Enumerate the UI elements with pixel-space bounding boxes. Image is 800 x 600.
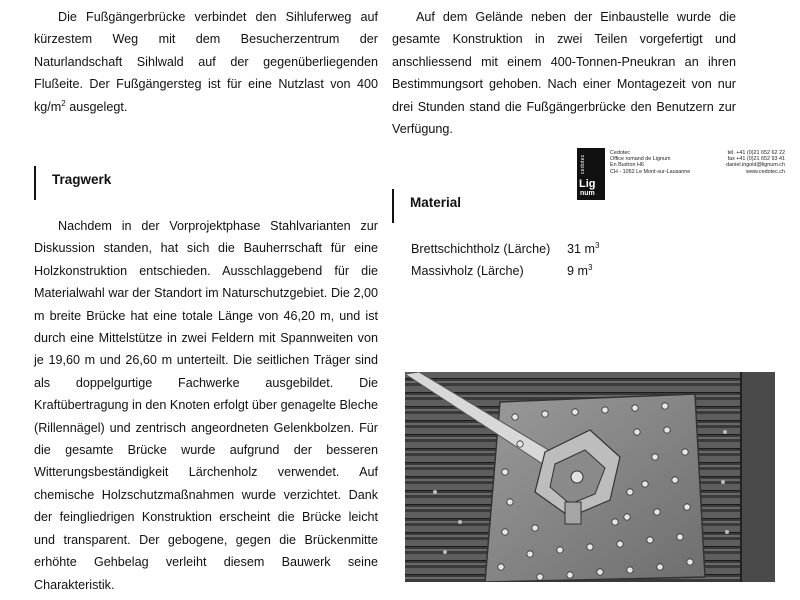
intro-paragraph-end: ausgelegt. — [65, 99, 128, 114]
material-amount: 9 $m^3$ — [567, 263, 593, 279]
material-row — [411, 260, 631, 282]
heading-bar — [392, 189, 394, 223]
intro-superscript: 2 — [61, 98, 66, 108]
tragwerk-text — [34, 215, 378, 596]
sender-contact — [713, 150, 785, 175]
address-line: Office romand de Lignum — [610, 156, 671, 163]
tragwerk-paragraph: Nachdem in der Vorprojektphase Stahlvarianten zur Diskussion standen, hat sich die Bauherrschaft für eine Holzkonstruktion entschieden. Ausschlaggebend für die Materialwahl war der Standort im Naturschutzgebiet. Die 2,00 m breite Brücke hat eine totale Länge von 46,20 m, und ist durch eine Mittelstütze in zwei Feldern mit Spannweiten von je 19,60 m und 26,60 m unterteilt. Die seitlichen Träger sind als doppelgurtige Fachwerke ausgebildet. Die Kraftübertragung in den Knoten erfolgt über genagelte Bleche (Rillennägel) und zentrisch angeordneten Gelenkbolzen. Für die gesamte Brücke wurde aufgrund der besseren Witterungsbeständigkeit Lärchenholz verwendet. Auf chemische Holzschutzmaßnahmen wurde verzichtet. Dank der feingliedrigen Konstruktion erscheint die Brücke leicht und transparent. Der gebogene, gegen die Brückenmitte erhöhte Gehbelag verleiht diesem Bauwerk seine Charakteristik. — [34, 219, 378, 592]
logo-num-text: num — [580, 190, 595, 197]
contact-line: tél. +41 (0)21 652 62 22 — [727, 150, 785, 156]
address-line: En Budron H6 — [610, 162, 644, 169]
material-name: Brettschichtholz (Lärche) — [411, 242, 551, 256]
material-amount: 31 $m^3$ — [567, 241, 600, 256]
connector-photo — [405, 372, 775, 582]
connector-photo-svg — [405, 372, 775, 582]
contact-line: daniel.ingold@lignum.ch — [726, 162, 785, 169]
contact-line: www.cedotec.ch — [746, 168, 785, 175]
material-row — [411, 238, 631, 260]
tragwerk-heading-text: Tragwerk — [52, 172, 112, 187]
contact-line: fax +41 (0)21 652 93 41 — [727, 156, 785, 163]
logo-vertical-text: cedotec — [580, 154, 586, 174]
intro-text — [34, 6, 378, 118]
heading-bar — [34, 166, 36, 200]
sender-block — [577, 148, 787, 197]
intro-paragraph: Die Fußgängerbrücke verbindet den Sihluferweg auf kürzestem Weg mit dem Besucherzentrum der Naturlandschaft Sihlwald auf der gegenüberliegenden Flußeite. Der Fußgängersteg ist für eine Nutzlast von 400 kg/m — [34, 10, 378, 114]
montage-paragraph: Auf dem Gelände neben der Einbaustelle wurde die gesamte Konstruktion in zwei Teilen vorgefertigt und anschliessend mit einem 400-Tonnen-Pneukran an ihren Bestimmungsort gehoben. Nach einer Montagezeit von nur drei Stunden stand die Fußgängerbrücke den Benutzern zur Verfügung. — [392, 10, 736, 137]
material-heading — [392, 193, 461, 213]
montage-text — [392, 6, 736, 140]
logo-lig-text: Lig — [579, 178, 596, 190]
address-line: CH - 1052 Le Mont-sur-Lausanne — [610, 168, 691, 175]
material-heading-text: Material — [410, 195, 462, 210]
address-line: Cedotec — [610, 150, 631, 156]
lignum-logo — [577, 148, 605, 200]
material-list — [411, 238, 631, 283]
material-name: Massivholz (Lärche) — [411, 264, 524, 279]
tragwerk-heading — [34, 170, 111, 190]
sender-address — [610, 150, 700, 175]
